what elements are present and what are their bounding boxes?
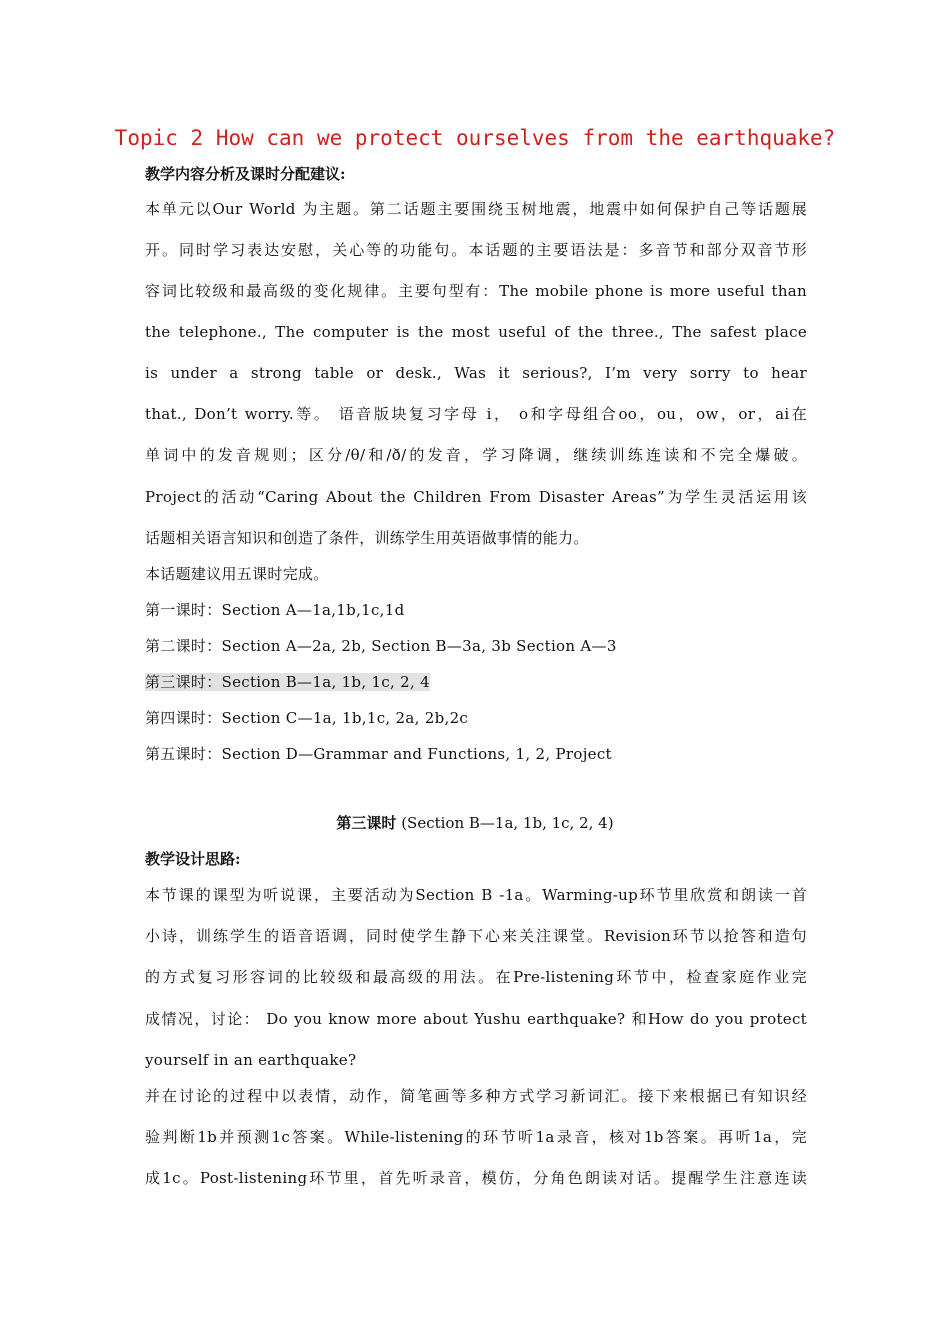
suggestion-text: 本话题建议用五课时完成。 bbox=[145, 565, 329, 583]
analysis-line: that., Don’t worry.等。 语音版块复习字母 i， o和字母组合oo，ou，ow，or，ai在 bbox=[145, 405, 807, 423]
analysis-line: 单词中的发音规则；区分/θ/和/ð/的发音，学习降调，继续训练连读和不完全爆破。 bbox=[145, 446, 807, 464]
design-line: 小诗，训练学生的语音语调，同时使学生静下心来关注课堂。Revision环节以抢答和造句 bbox=[145, 927, 807, 945]
design-line: 的方式复习形容词的比较级和最高级的用法。在Pre-listening环节中，检查家庭作业完 bbox=[145, 968, 807, 986]
document-title: Topic 2 How can we protect ourselves from the earthquake? bbox=[114, 126, 836, 150]
analysis-line: is under a strong table or desk., Was it serious?, I’m very sorry to hear bbox=[145, 364, 807, 382]
design-line: 本节课的课型为听说课，主要活动为Section B -1a。Warming-up环节里欣赏和朗读一首 bbox=[145, 886, 807, 904]
analysis-line: 开。同时学习表达安慰，关心等的功能句。本话题的主要语法是：多音节和部分双音节形 bbox=[145, 241, 807, 259]
analysis-line: 话题相关语言知识和创造了条件，训练学生用英语做事情的能力。 bbox=[145, 529, 589, 547]
lesson3-heading bbox=[0, 812, 950, 834]
lesson-item: 第二课时：Section A—2a, 2b, Section B—3a, 3b Section A—3 bbox=[145, 637, 617, 655]
analysis-heading: 教学内容分析及课时分配建议: bbox=[145, 165, 346, 183]
lesson-item: 第五课时：Section D—Grammar and Functions, 1, 2, Project bbox=[145, 745, 612, 763]
design-line: 并在讨论的过程中以表情，动作，简笔画等多种方式学习新词汇。接下来根据已有知识经 bbox=[145, 1087, 807, 1105]
lesson-item: 第一课时：Section A—1a,1b,1c,1d bbox=[145, 601, 405, 619]
highlighted-text: 第三课时：Section B—1a, 1b, 1c, 2, 4 bbox=[145, 673, 430, 691]
lesson-item: 第四课时：Section C—1a, 1b,1c, 2a, 2b,2c bbox=[145, 709, 469, 727]
design-line: 验判断1b并预测1c答案。While-listening的环节听1a录音，核对1b答案。再听1a，完 bbox=[145, 1128, 807, 1146]
design-line: yourself in an earthquake? bbox=[145, 1051, 357, 1069]
design-line: 成1c。Post-listening环节里，首先听录音，模仿，分角色朗读对话。提醒学生注意连读 bbox=[145, 1169, 807, 1187]
lesson-item-highlighted bbox=[145, 671, 430, 693]
lesson3-heading-label: 第三课时 bbox=[336, 814, 397, 832]
design-line: 成情况，讨论： Do you know more about Yushu earthquake? 和How do you protect bbox=[145, 1010, 807, 1028]
lesson3-heading-sections: (Section B—1a, 1b, 1c, 2, 4) bbox=[396, 814, 614, 832]
analysis-line: 本单元以Our World 为主题。第二话题主要围绕玉树地震，地震中如何保护自己等话题展 bbox=[145, 200, 807, 218]
design-heading: 教学设计思路: bbox=[145, 850, 241, 868]
analysis-line: 容词比较级和最高级的变化规律。主要句型有：The mobile phone is more useful than bbox=[145, 282, 807, 300]
analysis-line: Project的活动“Caring About the Children From Disaster Areas”为学生灵活运用该 bbox=[145, 488, 807, 506]
analysis-line: the telephone., The computer is the most useful of the three., The safest place bbox=[145, 323, 807, 341]
